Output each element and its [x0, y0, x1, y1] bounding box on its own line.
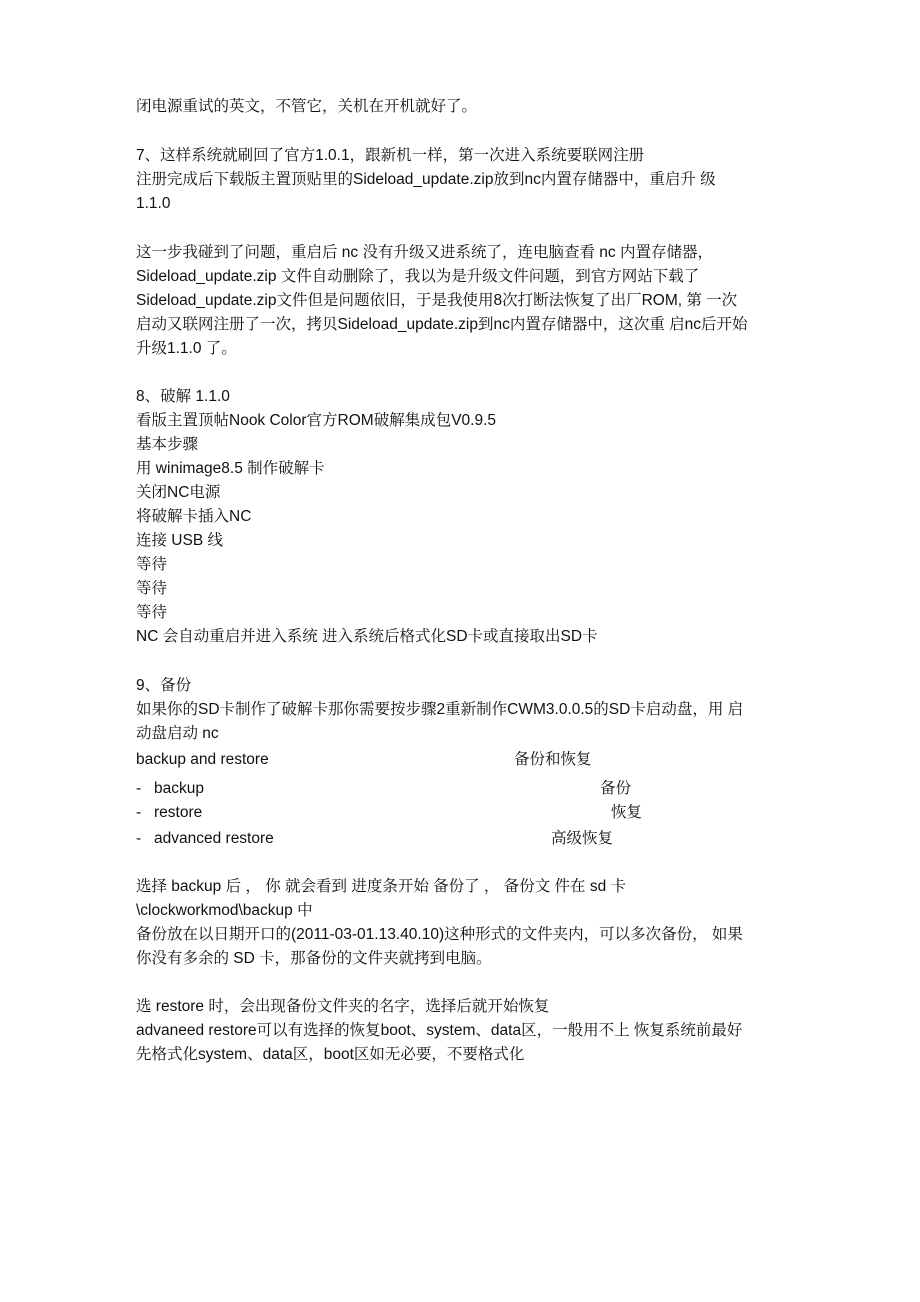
menu-item-restore: restore	[154, 804, 203, 821]
section-8-line: 基本步骤	[136, 436, 199, 453]
backup-paragraph-line: 选择 backup 后 ， 你 就会看到 进度条开始 备份了 ， 备份文 件在 sd 卡	[136, 878, 627, 895]
problem-paragraph-line: Sideload_update.zip文件但是问题依旧，于是我使用8次打断法恢复了出厂ROM, 第 一次	[136, 292, 738, 309]
section-7-line: 1.1.0	[136, 195, 171, 212]
restore-paragraph-line: advaneed restore可以有选择的恢复boot、system、data区，一般用不上 恢复系统前最好	[136, 1022, 743, 1039]
section-8-line: 看版主置顶帖Nook Color官方ROM破解集成包V0.9.5	[136, 412, 497, 429]
restore-paragraph-line: 先格式化system、data区，boot区如无必要，不要格式化	[136, 1046, 525, 1063]
problem-paragraph-line: 这一步我碰到了问题，重启后 nc 没有升级又进系统了，连电脑查看 nc 内置存储器，	[136, 244, 713, 261]
menu-header-en: backup and restore	[136, 751, 269, 768]
section-9-title: 9、备份	[136, 677, 192, 694]
section-8-line: 等待	[136, 556, 168, 573]
section-9-line: 如果你的SD卡制作了破解卡那你需要按步骤2重新制作CWM3.0.0.5的SD卡启动盘，用 启	[136, 701, 744, 718]
menu-item-advanced-restore: advanced restore	[154, 830, 274, 847]
backup-paragraph-line: 备份放在以日期开口的(2011-03-01.13.40.10)这种形式的文件夹内，可以多次备份， 如果	[136, 926, 743, 943]
menu-item-backup-zh: 备份	[600, 780, 632, 797]
section-7-line: 7、这样系统就刷回了官方1.0.1，跟新机一样，第一次进入系统要联网注册	[136, 147, 645, 164]
menu-item-dash: -	[136, 780, 142, 797]
section-7-line: 注册完成后下载版主置顶贴里的Sideload_update.zip放到nc内置存储器中，重启升 级	[136, 171, 716, 188]
section-8-line: 关闭NC电源	[136, 484, 221, 501]
problem-paragraph-line: Sideload_update.zip 文件自动删除了，我以为是升级文件问题，到官方网站下载了	[136, 268, 700, 285]
menu-item-dash: -	[136, 830, 142, 847]
section-8-line: NC 会自动重启并进入系统 进入系统后格式化SD卡或直接取出SD卡	[136, 628, 598, 645]
section-8-line: 等待	[136, 604, 168, 621]
backup-paragraph-line: \clockworkmod\backup 中	[136, 902, 313, 919]
text-line: 闭电源重试的英文，不管它，关机在开机就好了。	[136, 98, 478, 115]
restore-paragraph-line: 选 restore 时，会出现备份文件夹的名字，选择后就开始恢复	[136, 998, 550, 1015]
section-8-line: 等待	[136, 580, 168, 597]
section-8-line: 将破解卡插入NC	[136, 508, 252, 525]
menu-item-dash: -	[136, 804, 142, 821]
menu-item-restore-zh: 恢复	[611, 804, 643, 821]
menu-item-backup: backup	[154, 780, 204, 797]
section-8-line: 用 winimage8.5 制作破解卡	[136, 460, 325, 477]
section-9-line: 动盘启动 nc	[136, 725, 219, 742]
menu-header-zh: 备份和恢复	[514, 751, 592, 768]
problem-paragraph-line: 升级1.1.0 了。	[136, 340, 237, 357]
section-8-line: 连接 USB 线	[136, 532, 223, 549]
section-8-title: 8、破解 1.1.0	[136, 388, 230, 405]
menu-item-advanced-restore-zh: 高级恢复	[551, 830, 614, 847]
problem-paragraph-line: 启动又联网注册了一次，拷贝Sideload_update.zip到nc内置存储器中，这次重 启nc后开始	[136, 316, 748, 333]
backup-paragraph-line: 你没有多余的 SD 卡，那备份的文件夹就拷到电脑。	[136, 950, 492, 967]
